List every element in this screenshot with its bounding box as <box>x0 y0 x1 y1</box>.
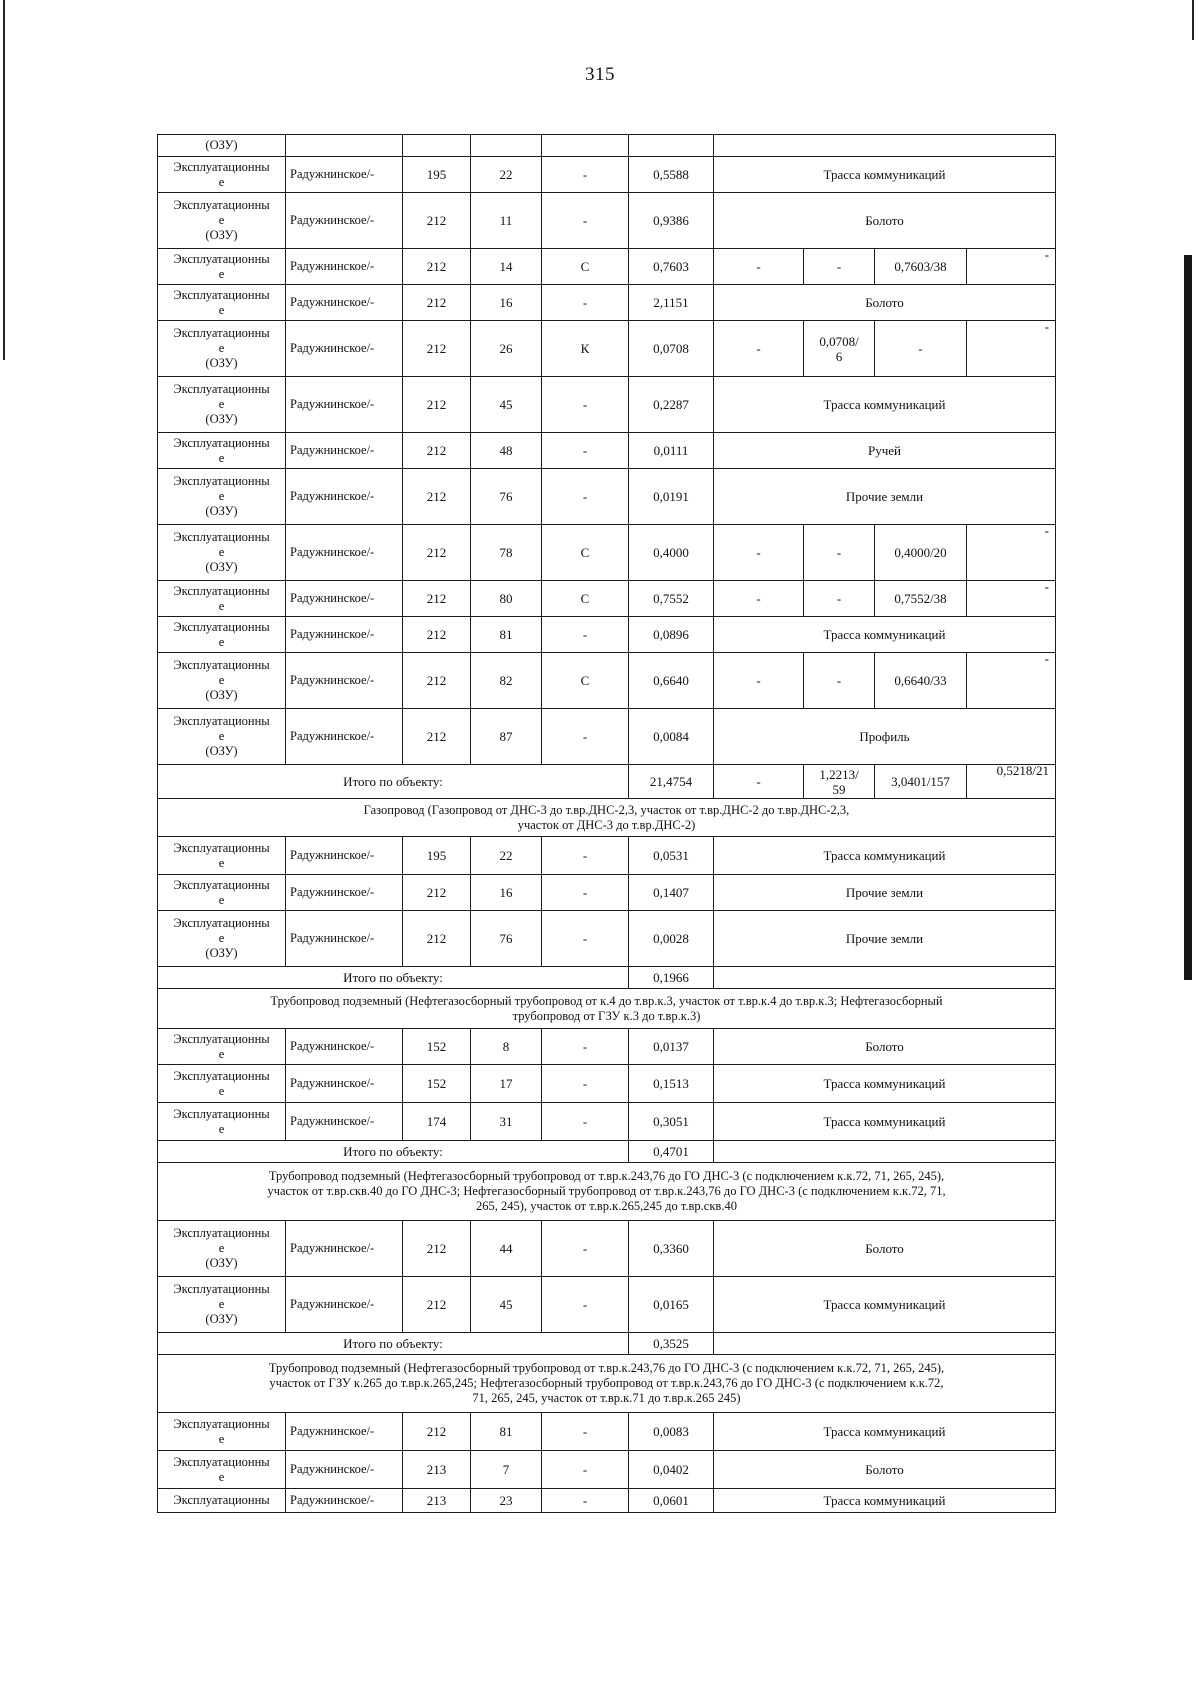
land-type-cell: Ручей <box>714 433 1056 469</box>
table-row <box>158 321 1056 377</box>
land-type-cell: Болото <box>714 1221 1056 1277</box>
area-cell: 0,1513 <box>629 1065 714 1103</box>
split-value-cell: - <box>804 525 875 581</box>
split-value-cell: - <box>967 321 1056 377</box>
code-cell: - <box>542 617 629 653</box>
plot-cell: 82 <box>471 653 542 709</box>
site-cell: Радужнинское/- <box>286 653 403 709</box>
land-type-cell: Трасса коммуникаций <box>714 1277 1056 1333</box>
plot-cell: 7 <box>471 1451 542 1489</box>
section-header-row <box>158 799 1056 837</box>
plot-cell: 31 <box>471 1103 542 1141</box>
land-type-cell: Прочие земли <box>714 469 1056 525</box>
table-row <box>158 433 1056 469</box>
code-cell: - <box>542 1029 629 1065</box>
table-row <box>158 193 1056 249</box>
plot-cell: 14 <box>471 249 542 285</box>
land-type-cell: Трасса коммуникаций <box>714 837 1056 875</box>
category-cell: Эксплуатационны <box>158 1489 286 1513</box>
table-row <box>158 875 1056 911</box>
area-cell: 0,7603 <box>629 249 714 285</box>
category-cell: Эксплуатационны е (ОЗУ) <box>158 709 286 765</box>
quarter-cell: 212 <box>403 617 471 653</box>
category-cell: Эксплуатационны е <box>158 249 286 285</box>
site-cell: Радужнинское/- <box>286 1413 403 1451</box>
land-type-cell: Болото <box>714 285 1056 321</box>
code-cell: С <box>542 653 629 709</box>
plot-cell: 22 <box>471 837 542 875</box>
plot-cell: 8 <box>471 1029 542 1065</box>
category-cell: (ОЗУ) <box>158 135 286 157</box>
plot-cell: 76 <box>471 911 542 967</box>
table-row <box>158 1029 1056 1065</box>
quarter-cell: 174 <box>403 1103 471 1141</box>
code-cell: - <box>542 1413 629 1451</box>
quarter-cell: 212 <box>403 581 471 617</box>
plot-cell: 81 <box>471 617 542 653</box>
split-value-cell: - <box>875 321 967 377</box>
category-cell: Эксплуатационны е (ОЗУ) <box>158 321 286 377</box>
code-cell: С <box>542 525 629 581</box>
quarter-cell: 212 <box>403 377 471 433</box>
category-cell: Эксплуатационны е <box>158 837 286 875</box>
split-value-cell: 0,7603/38 <box>875 249 967 285</box>
land-type-cell: Трасса коммуникаций <box>714 1489 1056 1513</box>
table-row <box>158 1277 1056 1333</box>
area-cell: 0,4000 <box>629 525 714 581</box>
site-cell: Радужнинское/- <box>286 911 403 967</box>
table-row <box>158 469 1056 525</box>
empty-cell <box>286 135 403 157</box>
code-cell: - <box>542 433 629 469</box>
split-value-cell: - <box>967 653 1056 709</box>
split-value-cell: - <box>714 249 804 285</box>
table-row <box>158 285 1056 321</box>
area-cell: 0,0708 <box>629 321 714 377</box>
area-cell: 0,0531 <box>629 837 714 875</box>
site-cell: Радужнинское/- <box>286 1489 403 1513</box>
section-title: Трубопровод подземный (Нефтегазосборный трубопровод от т.вр.к.243,76 до ГО ДНС-3 (с подключением к.к.72, 71, 265, 245), участок от т.вр.скв.40 до ГО ДНС-3; Нефтегазосборный трубопровод от т.вр.к.243,76 до ГО ДНС-3 (с подключением к.к.72, 71, 265, 245), участок от т.вр.к.265,245 до т.вр.скв.40 <box>158 1163 1056 1221</box>
code-cell: - <box>542 911 629 967</box>
plot-cell: 23 <box>471 1489 542 1513</box>
site-cell: Радужнинское/- <box>286 377 403 433</box>
quarter-cell: 212 <box>403 249 471 285</box>
area-cell: 0,0896 <box>629 617 714 653</box>
code-cell: - <box>542 1103 629 1141</box>
category-cell: Эксплуатационны е <box>158 1413 286 1451</box>
table-row <box>158 581 1056 617</box>
split-value-cell: - <box>714 525 804 581</box>
empty-cell <box>714 135 1056 157</box>
site-cell: Радужнинское/- <box>286 875 403 911</box>
empty-cell <box>714 1141 1056 1163</box>
total-split-value: 3,0401/157 <box>875 765 967 799</box>
quarter-cell: 195 <box>403 157 471 193</box>
site-cell: Радужнинское/- <box>286 469 403 525</box>
category-cell: Эксплуатационны е <box>158 157 286 193</box>
quarter-cell: 212 <box>403 1413 471 1451</box>
land-type-cell: Болото <box>714 1029 1056 1065</box>
table-row <box>158 837 1056 875</box>
code-cell: К <box>542 321 629 377</box>
split-value-cell: - <box>804 653 875 709</box>
land-type-cell: Трасса коммуникаций <box>714 617 1056 653</box>
category-cell: Эксплуатационны е <box>158 285 286 321</box>
land-type-cell: Трасса коммуникаций <box>714 157 1056 193</box>
land-plots-table <box>157 134 1056 1513</box>
category-cell: Эксплуатационны е <box>158 1029 286 1065</box>
plot-cell: 16 <box>471 285 542 321</box>
area-cell: 0,0137 <box>629 1029 714 1065</box>
area-cell: 0,0083 <box>629 1413 714 1451</box>
total-label: Итого по объекту: <box>158 1333 629 1355</box>
quarter-cell: 152 <box>403 1029 471 1065</box>
category-cell: Эксплуатационны е (ОЗУ) <box>158 1221 286 1277</box>
area-cell: 0,0028 <box>629 911 714 967</box>
code-cell: - <box>542 1451 629 1489</box>
code-cell: - <box>542 157 629 193</box>
quarter-cell: 212 <box>403 911 471 967</box>
area-cell: 0,9386 <box>629 193 714 249</box>
site-cell: Радужнинское/- <box>286 1451 403 1489</box>
split-value-cell: - <box>714 581 804 617</box>
table-row <box>158 1065 1056 1103</box>
quarter-cell: 212 <box>403 525 471 581</box>
site-cell: Радужнинское/- <box>286 1103 403 1141</box>
total-area: 0,4701 <box>629 1141 714 1163</box>
empty-cell <box>403 135 471 157</box>
area-cell: 0,0084 <box>629 709 714 765</box>
site-cell: Радужнинское/- <box>286 433 403 469</box>
quarter-cell: 212 <box>403 709 471 765</box>
plot-cell: 16 <box>471 875 542 911</box>
plot-cell: 87 <box>471 709 542 765</box>
quarter-cell: 212 <box>403 875 471 911</box>
category-cell: Эксплуатационны е (ОЗУ) <box>158 653 286 709</box>
split-value-cell: - <box>714 653 804 709</box>
land-type-cell: Профиль <box>714 709 1056 765</box>
empty-cell <box>714 1333 1056 1355</box>
split-value-cell: 0,4000/20 <box>875 525 967 581</box>
total-label: Итого по объекту: <box>158 765 629 799</box>
table-row-continuation <box>158 135 1056 157</box>
quarter-cell: 212 <box>403 193 471 249</box>
category-cell: Эксплуатационны е <box>158 1065 286 1103</box>
category-cell: Эксплуатационны е <box>158 433 286 469</box>
code-cell: - <box>542 285 629 321</box>
site-cell: Радужнинское/- <box>286 837 403 875</box>
plot-cell: 11 <box>471 193 542 249</box>
category-cell: Эксплуатационны е (ОЗУ) <box>158 1277 286 1333</box>
area-cell: 0,2287 <box>629 377 714 433</box>
area-cell: 0,6640 <box>629 653 714 709</box>
land-type-cell: Прочие земли <box>714 875 1056 911</box>
section-title: Трубопровод подземный (Нефтегазосборный трубопровод от к.4 до т.вр.к.3, участок от т.вр.к.4 до т.вр.к.3; Нефтегазосборный трубопровод от ГЗУ к.3 до т.вр.к.3) <box>158 989 1056 1029</box>
total-area: 21,4754 <box>629 765 714 799</box>
land-type-cell: Болото <box>714 1451 1056 1489</box>
land-type-cell: Трасса коммуникаций <box>714 377 1056 433</box>
split-value-cell: - <box>804 249 875 285</box>
code-cell: - <box>542 1489 629 1513</box>
table-row <box>158 525 1056 581</box>
table-row <box>158 617 1056 653</box>
quarter-cell: 195 <box>403 837 471 875</box>
site-cell: Радужнинское/- <box>286 157 403 193</box>
land-type-cell: Болото <box>714 193 1056 249</box>
quarter-cell: 212 <box>403 653 471 709</box>
table-row <box>158 157 1056 193</box>
area-cell: 0,7552 <box>629 581 714 617</box>
split-value-cell: - <box>714 321 804 377</box>
site-cell: Радужнинское/- <box>286 525 403 581</box>
category-cell: Эксплуатационны е (ОЗУ) <box>158 911 286 967</box>
site-cell: Радужнинское/- <box>286 321 403 377</box>
site-cell: Радужнинское/- <box>286 1277 403 1333</box>
total-split-value: 1,2213/ 59 <box>804 765 875 799</box>
total-row <box>158 765 1056 799</box>
table-row <box>158 249 1056 285</box>
total-row <box>158 1333 1056 1355</box>
empty-cell <box>629 135 714 157</box>
total-area: 0,1966 <box>629 967 714 989</box>
scan-edge-right <box>1192 0 1194 40</box>
plot-cell: 26 <box>471 321 542 377</box>
table-row <box>158 911 1056 967</box>
site-cell: Радужнинское/- <box>286 1029 403 1065</box>
area-cell: 0,1407 <box>629 875 714 911</box>
area-cell: 0,0111 <box>629 433 714 469</box>
code-cell: - <box>542 469 629 525</box>
code-cell: - <box>542 709 629 765</box>
plot-cell: 80 <box>471 581 542 617</box>
land-type-cell: Трасса коммуникаций <box>714 1065 1056 1103</box>
site-cell: Радужнинское/- <box>286 1065 403 1103</box>
plot-cell: 81 <box>471 1413 542 1451</box>
total-label: Итого по объекту: <box>158 967 629 989</box>
total-label: Итого по объекту: <box>158 1141 629 1163</box>
area-cell: 0,5588 <box>629 157 714 193</box>
quarter-cell: 212 <box>403 1221 471 1277</box>
plot-cell: 78 <box>471 525 542 581</box>
split-value-cell: 0,0708/ 6 <box>804 321 875 377</box>
code-cell: - <box>542 1065 629 1103</box>
category-cell: Эксплуатационны е (ОЗУ) <box>158 193 286 249</box>
table-row <box>158 377 1056 433</box>
area-cell: 0,0165 <box>629 1277 714 1333</box>
quarter-cell: 213 <box>403 1489 471 1513</box>
area-cell: 2,1151 <box>629 285 714 321</box>
quarter-cell: 212 <box>403 285 471 321</box>
split-value-cell: - <box>804 581 875 617</box>
site-cell: Радужнинское/- <box>286 581 403 617</box>
plot-cell: 45 <box>471 377 542 433</box>
table-row <box>158 653 1056 709</box>
table-row <box>158 1489 1056 1513</box>
plot-cell: 22 <box>471 157 542 193</box>
quarter-cell: 152 <box>403 1065 471 1103</box>
category-cell: Эксплуатационны е (ОЗУ) <box>158 469 286 525</box>
category-cell: Эксплуатационны е (ОЗУ) <box>158 525 286 581</box>
split-value-cell: - <box>967 581 1056 617</box>
site-cell: Радужнинское/- <box>286 285 403 321</box>
scan-edge-left <box>3 0 5 360</box>
site-cell: Радужнинское/- <box>286 193 403 249</box>
code-cell: - <box>542 837 629 875</box>
split-value-cell: - <box>967 525 1056 581</box>
code-cell: - <box>542 1277 629 1333</box>
table-row <box>158 1413 1056 1451</box>
site-cell: Радужнинское/- <box>286 1221 403 1277</box>
area-cell: 0,3360 <box>629 1221 714 1277</box>
table-row <box>158 1221 1056 1277</box>
total-row <box>158 1141 1056 1163</box>
area-cell: 0,0601 <box>629 1489 714 1513</box>
land-type-cell: Трасса коммуникаций <box>714 1413 1056 1451</box>
plot-cell: 76 <box>471 469 542 525</box>
section-header-row <box>158 1355 1056 1413</box>
code-cell: - <box>542 377 629 433</box>
category-cell: Эксплуатационны е <box>158 875 286 911</box>
total-split-value: - <box>714 765 804 799</box>
table-row <box>158 1103 1056 1141</box>
land-type-cell: Прочие земли <box>714 911 1056 967</box>
code-cell: С <box>542 249 629 285</box>
site-cell: Радужнинское/- <box>286 617 403 653</box>
code-cell: - <box>542 193 629 249</box>
page-number: 315 <box>585 64 615 85</box>
category-cell: Эксплуатационны е <box>158 1451 286 1489</box>
section-header-row <box>158 1163 1056 1221</box>
section-title: Трубопровод подземный (Нефтегазосборный трубопровод от т.вр.к.243,76 до ГО ДНС-3 (с подключением к.к.72, 71, 265, 245), участок от ГЗУ к.265 до т.вр.к.265,245; Нефтегазосборный трубопровод от т.вр.к.243,76 до ГО ДНС-3 (с подключением к.к.72, 71, 265, 245, участок от т.вр.к.71 до т.вр.к.265 245) <box>158 1355 1056 1413</box>
quarter-cell: 212 <box>403 433 471 469</box>
quarter-cell: 212 <box>403 321 471 377</box>
plot-cell: 17 <box>471 1065 542 1103</box>
split-value-cell: - <box>967 249 1056 285</box>
category-cell: Эксплуатационны е <box>158 1103 286 1141</box>
code-cell: С <box>542 581 629 617</box>
quarter-cell: 212 <box>403 469 471 525</box>
category-cell: Эксплуатационны е <box>158 617 286 653</box>
empty-cell <box>471 135 542 157</box>
empty-cell <box>714 967 1056 989</box>
area-cell: 0,3051 <box>629 1103 714 1141</box>
section-title: Газопровод (Газопровод от ДНС-3 до т.вр.ДНС-2,3, участок от т.вр.ДНС-2 до т.вр.ДНС-2,3, участок от ДНС-3 до т.вр.ДНС-2) <box>158 799 1056 837</box>
category-cell: Эксплуатационны е (ОЗУ) <box>158 377 286 433</box>
scan-bar-right <box>1184 255 1192 980</box>
plot-cell: 48 <box>471 433 542 469</box>
quarter-cell: 212 <box>403 1277 471 1333</box>
table-body <box>158 135 1056 1513</box>
category-cell: Эксплуатационны е <box>158 581 286 617</box>
split-value-cell: 0,7552/38 <box>875 581 967 617</box>
section-header-row <box>158 989 1056 1029</box>
table-row <box>158 1451 1056 1489</box>
site-cell: Радужнинское/- <box>286 709 403 765</box>
total-row <box>158 967 1056 989</box>
area-cell: 0,0402 <box>629 1451 714 1489</box>
area-cell: 0,0191 <box>629 469 714 525</box>
plot-cell: 45 <box>471 1277 542 1333</box>
total-area: 0,3525 <box>629 1333 714 1355</box>
table-row <box>158 709 1056 765</box>
plot-cell: 44 <box>471 1221 542 1277</box>
code-cell: - <box>542 1221 629 1277</box>
land-type-cell: Трасса коммуникаций <box>714 1103 1056 1141</box>
quarter-cell: 213 <box>403 1451 471 1489</box>
empty-cell <box>542 135 629 157</box>
site-cell: Радужнинское/- <box>286 249 403 285</box>
code-cell: - <box>542 875 629 911</box>
split-value-cell: 0,6640/33 <box>875 653 967 709</box>
total-split-value: 0,5218/21 <box>967 765 1056 799</box>
